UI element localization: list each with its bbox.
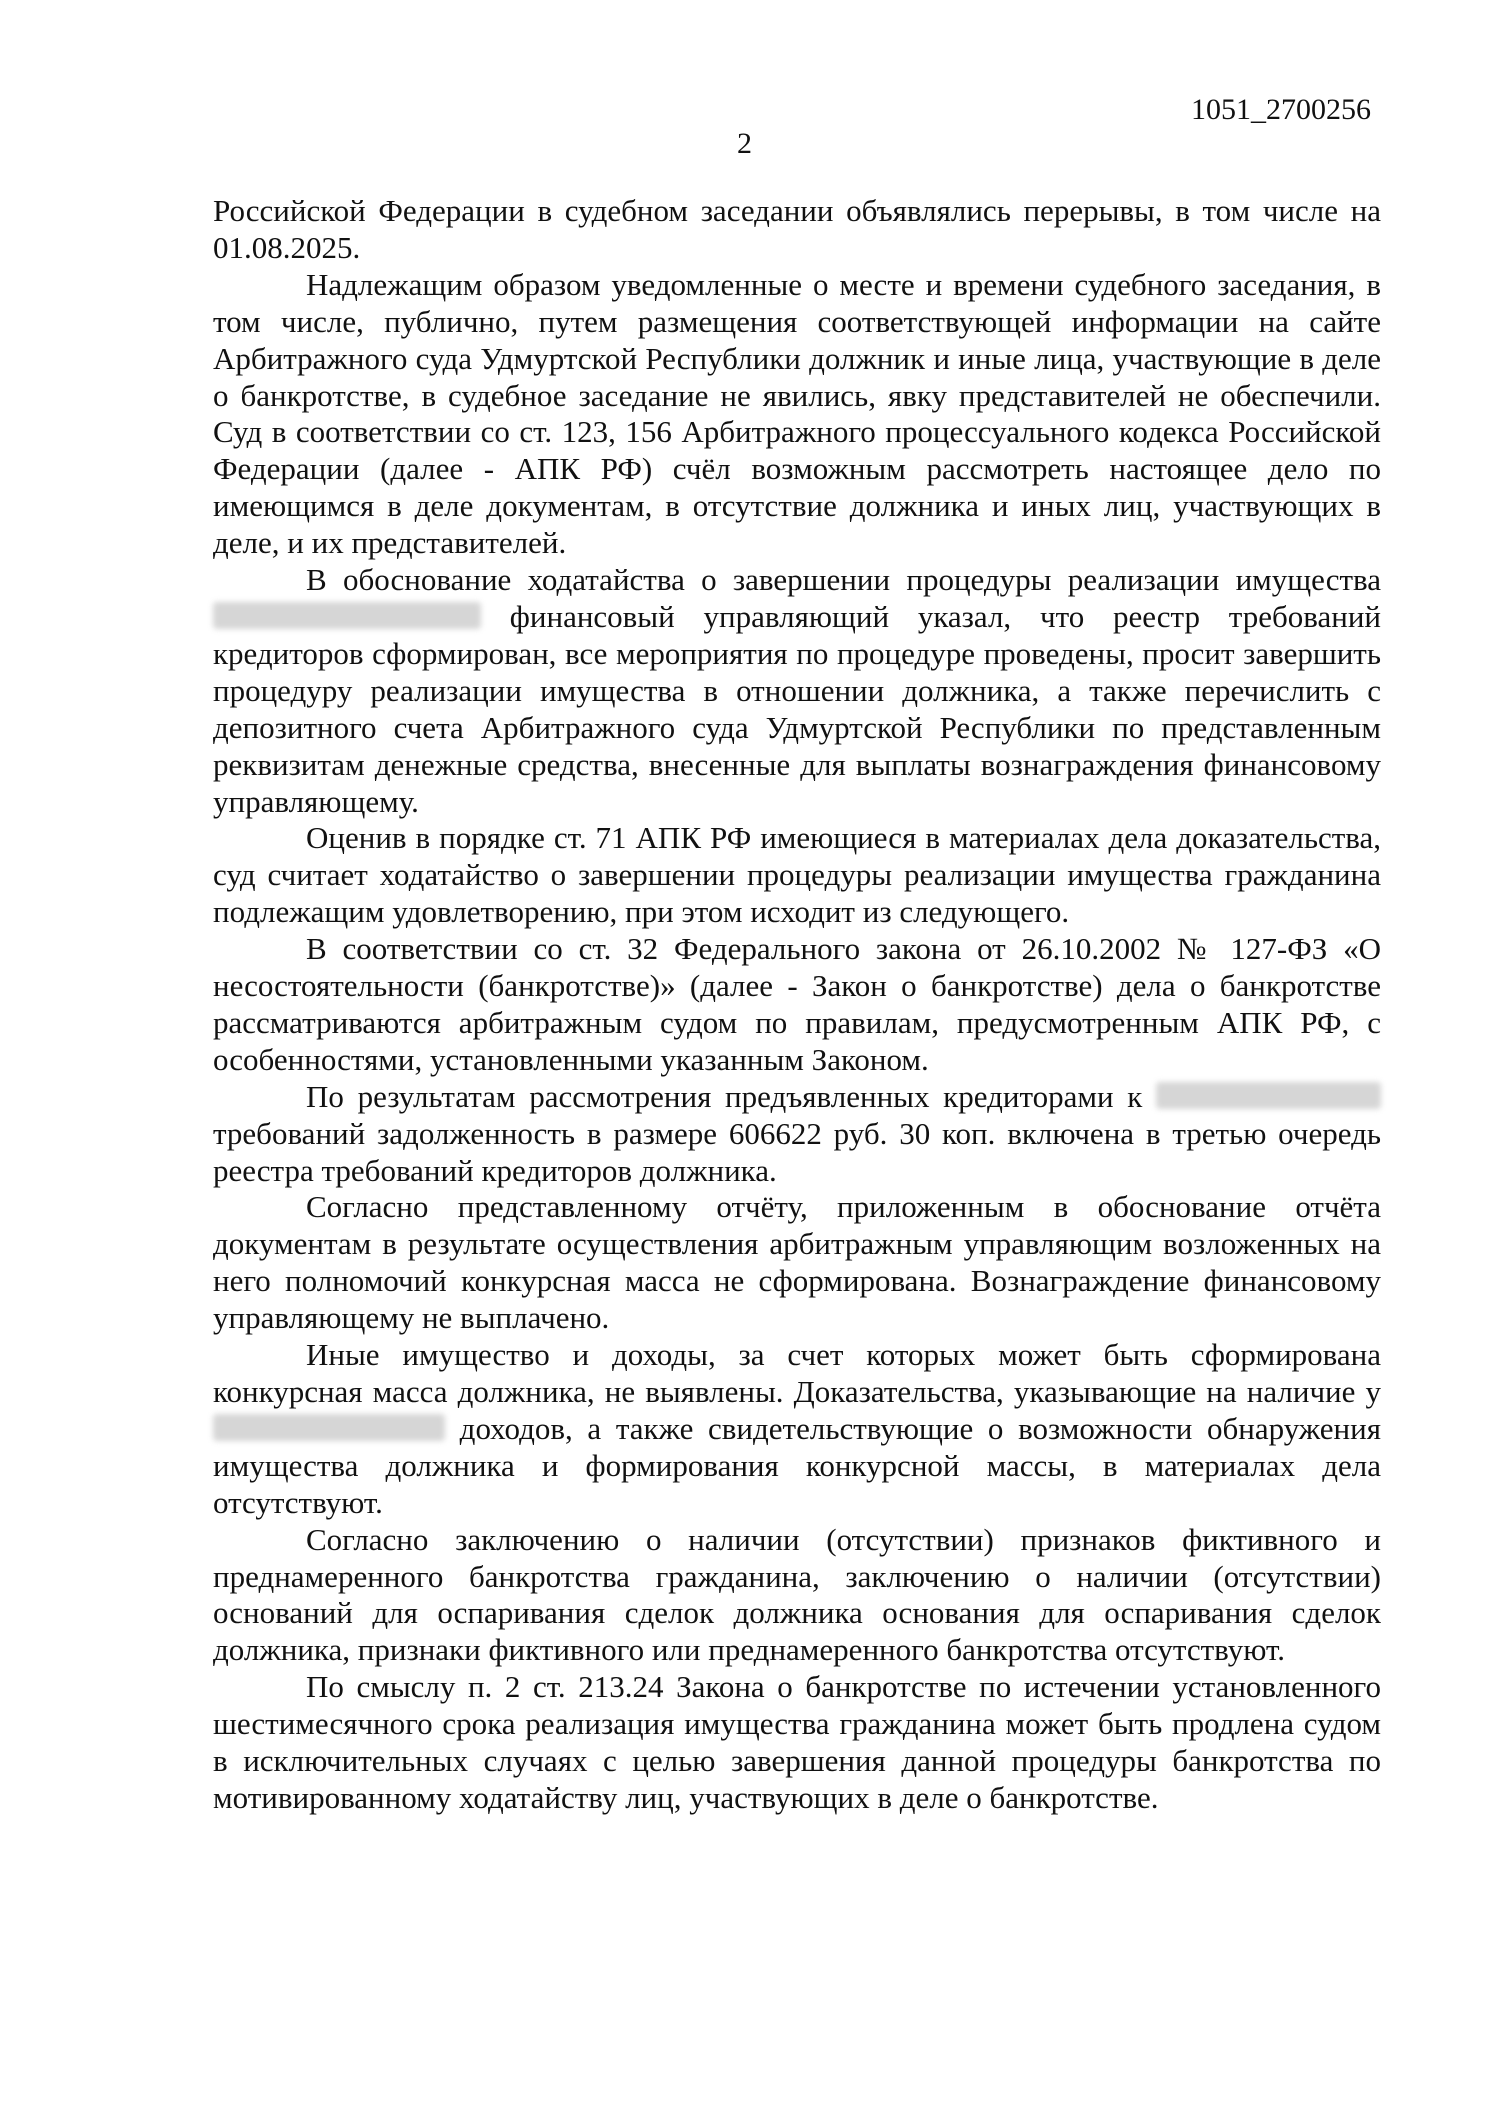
redacted-name [213, 602, 481, 629]
redacted-name [213, 1414, 445, 1441]
document-body [213, 193, 1381, 1817]
paragraph-continuation: Российской Федерации в судебном заседании объявлялись перерывы, в том числе на 01.08.2025. [213, 193, 1381, 265]
paragraph-legal-meaning: По смыслу п. 2 ст. 213.24 Закона о банкротстве по истечении установленного шестимесячного срока реализация имущества гражданина может быть продлена судом в исключительных случаях с целью завершения данной процедуры банкротства по мотивированному ходатайству лиц, участвующих в деле о банкротстве. [213, 1669, 1381, 1815]
paragraph-text: В обоснование ходатайства о завершении процедуры реализации имущества [306, 562, 1381, 598]
paragraph-text: По результатам рассмотрения предъявленных кредиторами к [306, 1078, 1143, 1114]
paragraph-law-reference: В соответствии со ст. 32 Федерального закона от 26.10.2002 № 127-ФЗ «О несостоятельности (банкротстве)» (далее - Закон о банкротстве) дела о банкротстве рассматриваются арбитражным судом по правилам, предусмотренным АПК РФ, с особенностями, установленными указанным Законом. [213, 931, 1381, 1077]
paragraph-conclusion: Согласно заключению о наличии (отсутствии) признаков фиктивного и преднамеренного банкротства гражданина, заключению о наличии (отсутствии) оснований для оспаривания сделок должника основания для оспаривания сделок должника, признаки фиктивного или преднамеренного банкротства отсутствуют. [213, 1521, 1381, 1668]
paragraph-text: финансовый управляющий указал, что реестр требований кредиторов сформирован, все мероприятия по процедуре проведены, просит завершить процедуру реализации имущества в отношении должника, а также перечислить с депозитного счета Арбитражного суда Удмуртской Республики по представленным реквизитам денежные средства, внесенные для выплаты вознаграждения финансовому управляющему. [213, 598, 1381, 819]
paragraph-text: доходов, а также свидетельствующие о возможности обнаружения имущества должника и формирования конкурсной массы, в материалах дела отсутствуют. [213, 1410, 1381, 1520]
paragraph-text: требований задолженность в размере 606622 руб. 30 коп. включена в третью очередь реестра требований кредиторов должника. [213, 1115, 1381, 1188]
page-number: 2 [737, 127, 752, 160]
paragraph-report: Согласно представленному отчёту, приложенным в обоснование отчёта документам в результате осуществления арбитражным управляющим возложенных на него полномочий конкурсная масса не сформирована. Вознаграждение финансовому управляющему не выплачено. [213, 1189, 1381, 1336]
paragraph-assets [213, 1337, 1381, 1522]
paragraph-text: Иные имущество и доходы, за счет которых может быть сформирована конкурсная масса должника, не выявлены. Доказательства, указывающие на наличие у [213, 1337, 1381, 1409]
document-number: 1051_2700256 [1191, 93, 1371, 126]
paragraph-motion [213, 562, 1381, 820]
redacted-name [1156, 1082, 1381, 1109]
paragraph-notification: Надлежащим образом уведомленные о месте и времени судебного заседания, в том числе, публично, путем размещения соответствующей информации на сайте Арбитражного суда Удмуртской Республики должник и иные лица, участвующие в деле о банкротстве, в судебное заседание не явились, явку представителей не обеспечили. Суд в соответствии со ст. 123, 156 Арбитражного процессуального кодекса Российской Федерации (далее - АПК РФ) счёл возможным рассмотреть настоящее дело по имеющимся в деле документам, в отсутствие должника и иных лиц, участвующих в деле, и их представителей. [213, 266, 1381, 561]
paragraph-claims [213, 1079, 1381, 1190]
paragraph-evaluation: Оценив в порядке ст. 71 АПК РФ имеющиеся в материалах дела доказательства, суд считает ходатайство о завершении процедуры реализации имущества гражданина подлежащим удовлетворению, при этом исходит из следующего. [213, 820, 1381, 930]
